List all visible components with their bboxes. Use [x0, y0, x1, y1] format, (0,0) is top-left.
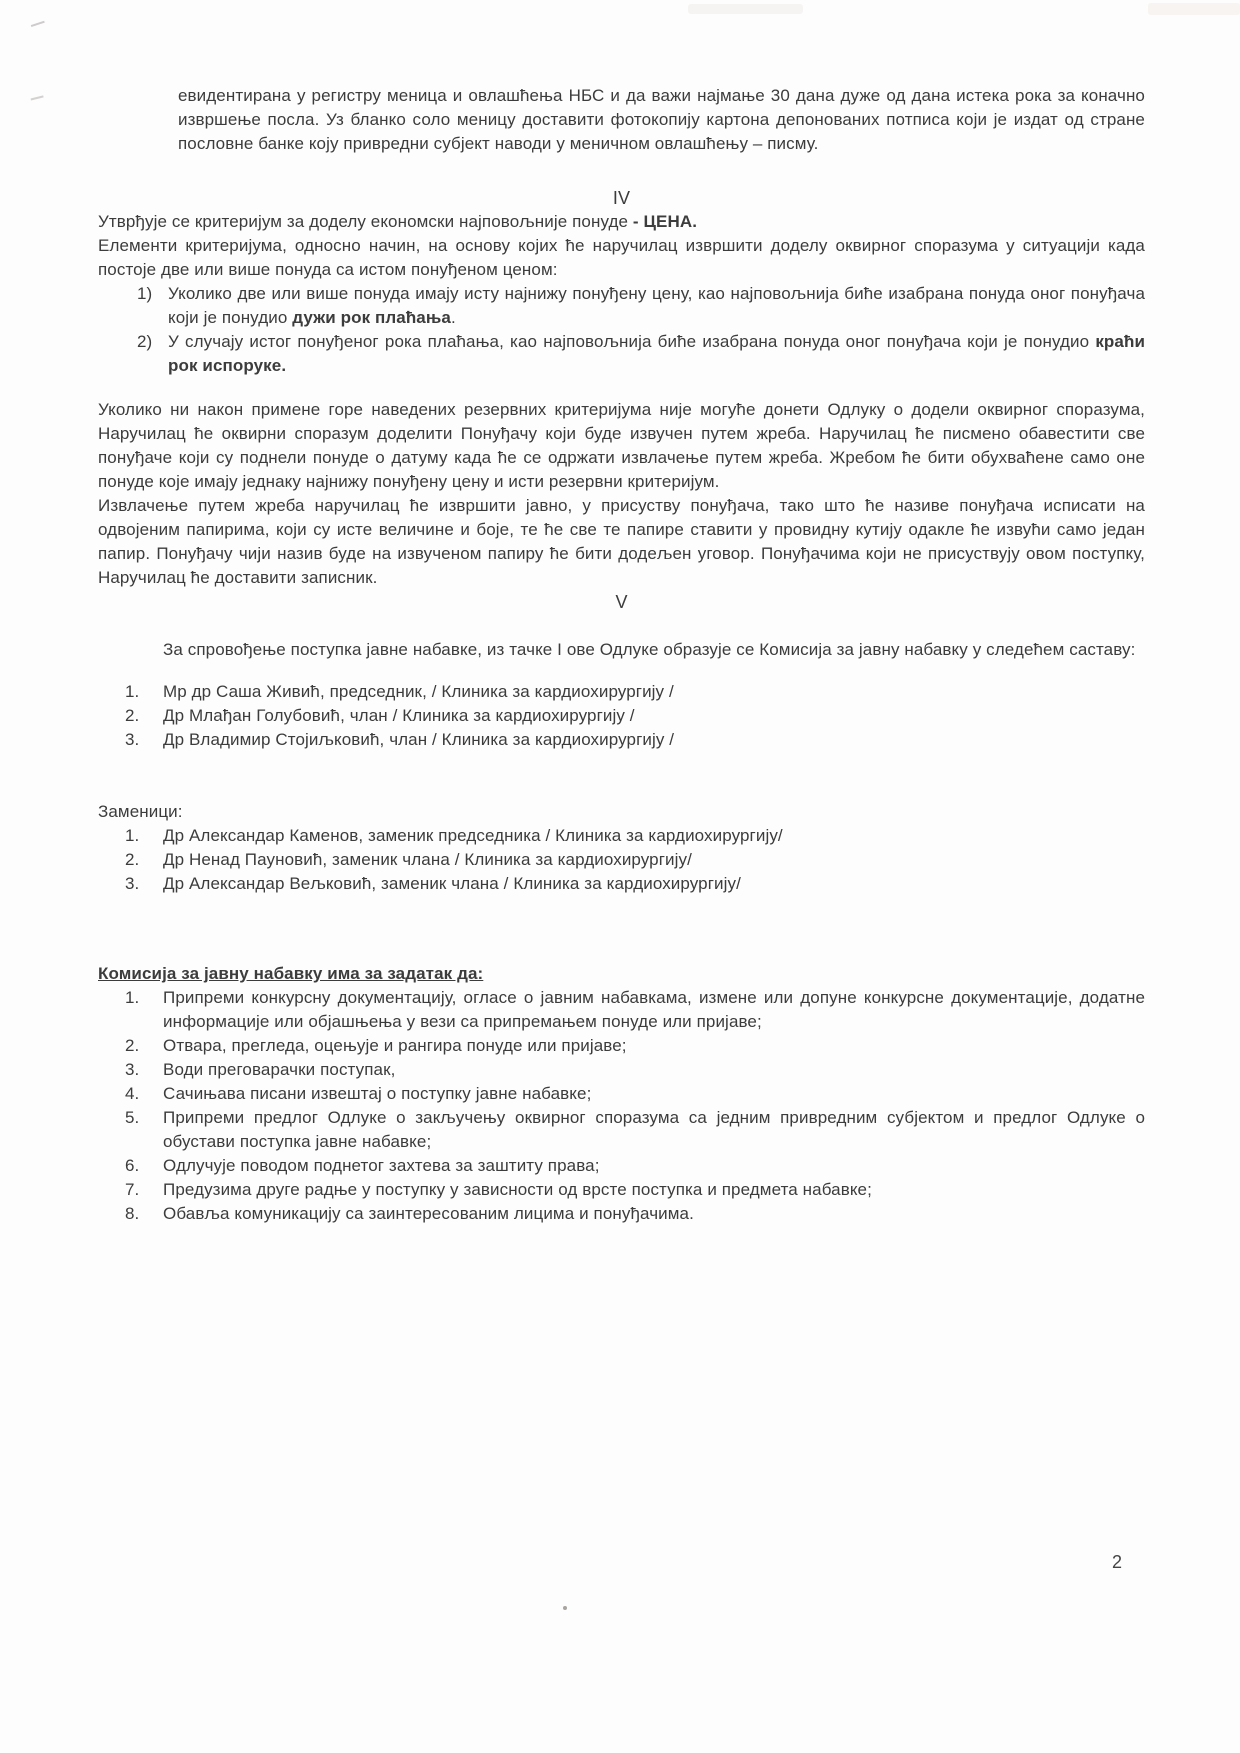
task-text: Обавља комуникацију са заинтересованим лицима и понуђачима.: [163, 1204, 694, 1223]
list-item-number: 1.: [125, 988, 140, 1007]
task-item: [98, 1058, 1145, 1082]
task-text: Сачињава писани извештај о поступку јавне набавке;: [163, 1084, 592, 1103]
commission-member-item: [98, 728, 1145, 752]
draw-procedure-paragraph-2: Извлачење путем жреба наручилац ће извршити јавно, у присуству понуђача, тако што ће називе понуђача исписати на одвојеним папирима, који су исте величине и боје, те ће све те папире ставити у провидну кутију одакле ће извући само један папир. Понуђачу чији назив буде на извученом папиру ће бити додељен уговор. Понуђачима који не присуствују овом поступку, Наручилац ће доставити записник.: [98, 496, 1145, 587]
commission-member-item: [98, 704, 1145, 728]
reserve-criterion-item: [98, 330, 1145, 378]
list-item-number: 4.: [125, 1084, 140, 1103]
task-text: Припреми предлог Одлуке о закључењу оквирног споразума са једним привредним субјектом и предлог Одлуке о обустави поступка јавне набавке;: [163, 1108, 1145, 1151]
deputy-item: [98, 848, 1145, 872]
list-item-number: 3.: [125, 874, 140, 893]
member-text: Др Млађан Голубовић, члан / Клиника за кардиохирургију /: [163, 706, 635, 725]
task-item: [98, 1034, 1145, 1058]
list-item-number: 1.: [125, 826, 140, 845]
task-text: Предузима друге радње у поступку у зависности од врсте поступка и предмета набавке;: [163, 1180, 872, 1199]
scan-artifact-mark: [29, 91, 43, 101]
task-item: [98, 1154, 1145, 1178]
criterion-paragraph: [98, 210, 1145, 234]
list-item-number: 2.: [125, 1036, 140, 1055]
task-item: [98, 1082, 1145, 1106]
criterion-bold-price: - ЦЕНА.: [632, 212, 698, 231]
page-number: 2: [1112, 1552, 1123, 1572]
document-content: [98, 0, 1145, 1226]
task-text: Отвара, прегледа, оцењује и рангира понуде или пријаве;: [163, 1036, 627, 1055]
deputies-label: Заменици:: [98, 802, 183, 821]
tasks-heading: Комисија за јавну набавку има за задатак да:: [98, 964, 484, 983]
list-item-bold: дужи рок плаћања: [292, 308, 451, 327]
list-item-number: 1.: [125, 682, 140, 701]
scan-artifact-mark: [29, 16, 44, 27]
task-item: [98, 1202, 1145, 1226]
commission-members-list: [98, 680, 1145, 752]
task-text: Води преговарачки поступак,: [163, 1060, 396, 1079]
reserve-criteria-list: [98, 282, 1145, 378]
list-item-bold: краћи рок испоруке.: [168, 332, 1145, 375]
task-item: [98, 1106, 1145, 1154]
task-item: [98, 986, 1145, 1034]
deputy-item: [98, 824, 1145, 848]
list-item-number: 2.: [125, 850, 140, 869]
section-iv-heading: IV: [612, 188, 631, 208]
list-item-number: 7.: [125, 1180, 140, 1199]
commission-intro-paragraph: За спровођење поступка јавне набавке, из тачке I ове Одлуке образује се Комисија за јавну набавку у следећем саставу:: [163, 640, 1136, 659]
task-text: Припреми конкурсну документацију, огласе о јавним набавкама, измене или допуне конкурсне документације, додатне информације или објашњења у вези са припремањем понуде или пријаве;: [163, 988, 1145, 1031]
member-text: Мр др Саша Живић, председник, / Клиника за кардиохирургију /: [163, 682, 674, 701]
scan-artifact-dot: [563, 1606, 567, 1610]
list-item-number: 8.: [125, 1204, 140, 1223]
list-item-text: Уколико две или више понуда имају исту најнижу понуђену цену, као најповољнија биће изабрана понуда оног понуђача који је понудио: [168, 284, 1145, 327]
reserve-criterion-item: [98, 282, 1145, 330]
list-item-text: У случају истог понуђеног рока плаћања, као најповољнија биће изабрана понуда оног понуђача који је понудио: [168, 332, 1096, 351]
member-text: Др Владимир Стојиљковић, члан / Клиника за кардиохирургију /: [163, 730, 675, 749]
task-text: Одлучује поводом поднетог захтева за заштиту права;: [163, 1156, 600, 1175]
list-item-number: 3.: [125, 1060, 140, 1079]
list-item-number: 5.: [125, 1108, 140, 1127]
list-item-number: 2): [137, 332, 153, 351]
deputy-item: [98, 872, 1145, 896]
list-item-number: 2.: [125, 706, 140, 725]
deputies-list: [98, 824, 1145, 896]
task-item: [98, 1178, 1145, 1202]
list-item-text-end: .: [450, 308, 456, 327]
list-item-number: 6.: [125, 1156, 140, 1175]
list-item-number: 3.: [125, 730, 140, 749]
deputy-text: Др Александар Вељковић, заменик члана / Клиника за кардиохирургију/: [163, 874, 741, 893]
intro-paragraph: евидентирана у регистру меница и овлашћења НБС и да важи најмање 30 дана дуже од дана истека рока за коначно извршење посла. Уз бланко соло меницу доставити фотокопију картона депонованих потписа који је издат од стране пословне банке коју привредни субјект наводи у меничном овлашћењу – писму.: [178, 86, 1145, 153]
commission-member-item: [98, 680, 1145, 704]
list-item-number: 1): [137, 284, 153, 303]
scan-artifact-smudge: [1148, 3, 1240, 15]
elements-paragraph: Елементи критеријума, односно начин, на основу којих ће наручилац извршити доделу оквирног споразума у ситуацији када постоје две или више понуда са истом понуђеном ценом:: [98, 236, 1145, 279]
draw-procedure-paragraph-1: Уколико ни након примене горе наведених резервних критеријума није могуће донети Одлуку о додели оквирног споразума, Наручилац ће оквирни споразум доделити Понуђачу који буде извучен путем жреба. Наручилац ће писмено обавестити све понуђаче који су поднели понуде о датуму када ће се одржати извлачење путем жреба. Жребом ће бити обухваћене само оне понуде које имају једнаку најнижу понуђену цену и исти резервни критеријум.: [98, 400, 1145, 491]
section-v-heading: V: [615, 592, 628, 612]
criterion-text: Утврђује се критеријум за доделу економски најповољније понуде: [98, 212, 633, 231]
tasks-list: [98, 986, 1145, 1226]
deputy-text: Др Ненад Пауновић, заменик члана / Клиника за кардиохирургију/: [163, 850, 692, 869]
deputy-text: Др Александар Каменов, заменик председника / Клиника за кардиохирургију/: [163, 826, 783, 845]
